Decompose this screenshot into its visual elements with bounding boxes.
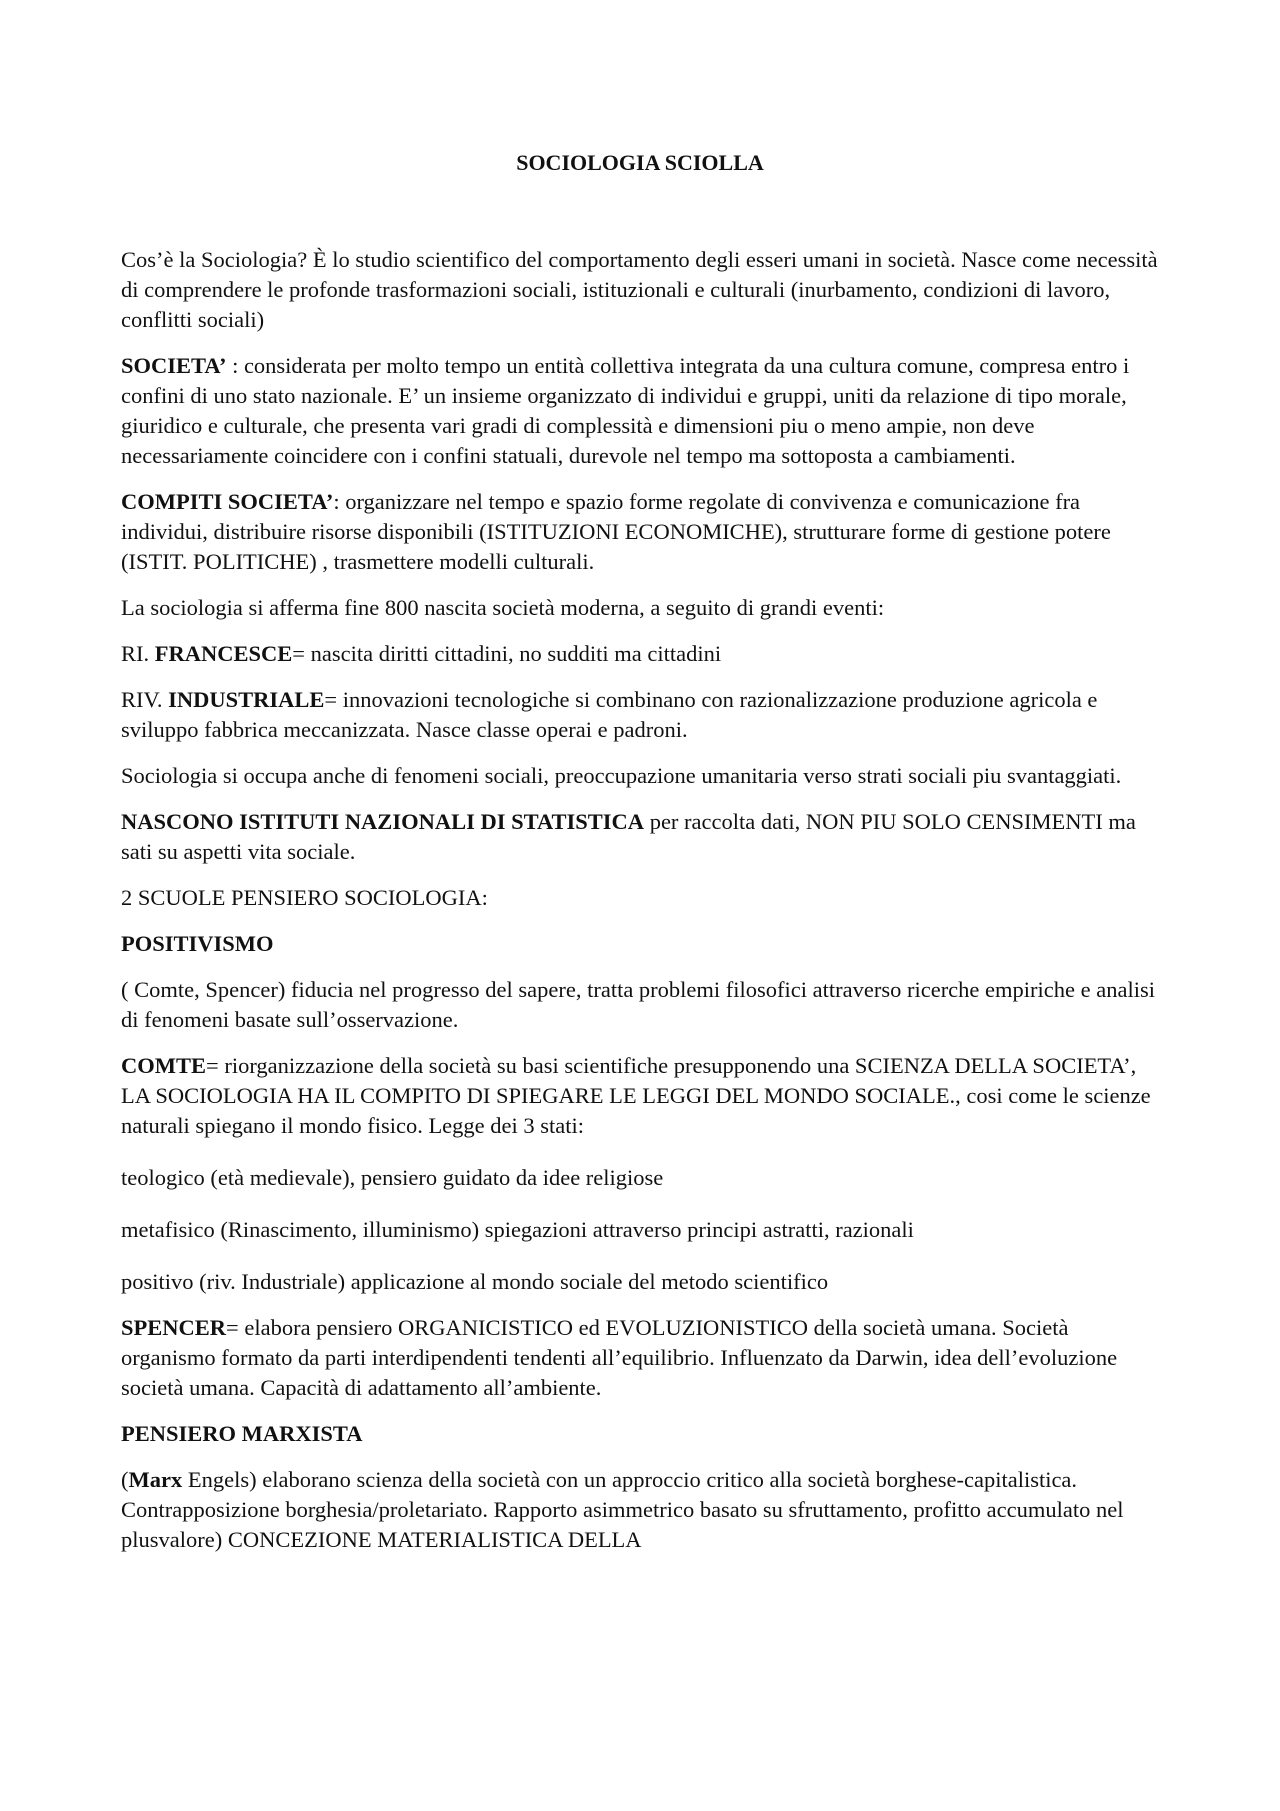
afferma-paragraph: La sociologia si afferma fine 800 nascita società moderna, a seguito di grandi eventi: bbox=[121, 595, 885, 620]
societa-paragraph bbox=[121, 351, 1161, 471]
francese-term: FRANCESCE bbox=[154, 641, 293, 666]
comte-term: COMTE bbox=[121, 1053, 207, 1078]
industriale-paragraph bbox=[121, 685, 1161, 745]
istituti-paragraph bbox=[121, 807, 1161, 867]
compiti-paragraph bbox=[121, 487, 1161, 577]
fenomeni-paragraph: Sociologia si occupa anche di fenomeni sociali, preoccupazione umanitaria verso strati sociali piu svantaggiati. bbox=[121, 763, 1122, 788]
francese-text: = nascita diritti cittadini, no sudditi ma cittadini bbox=[292, 641, 722, 666]
marxista-text: Engels) elaborano scienza della società con un approccio critico alla società borghese-capitalistica. Contrapposizione borghesia/proletariato. Rapporto asimmetrico basato su sfruttamento, profitto accumulato nel plusvalore) CONCEZIONE MATERIALISTICA DELLA bbox=[121, 1467, 1124, 1552]
stato-metafisico: metafisico (Rinascimento, illuminismo) spiegazioni attraverso principi astratti, razionali bbox=[121, 1217, 914, 1242]
industriale-text: = innovazioni tecnologiche si combinano con razionalizzazione produzione agricola e sviluppo fabbrica meccanizzata. Nasce classe operai e padroni. bbox=[121, 687, 1098, 742]
spencer-term: SPENCER bbox=[121, 1315, 227, 1340]
compiti-term: COMPITI SOCIETA’ bbox=[121, 489, 334, 514]
compiti-text: : organizzare nel tempo e spazio forme regolate di convivenza e comunicazione fra individui, distribuire risorse disponibili (ISTITUZIONI ECONOMICHE), strutturare forme di gestione potere (ISTIT. POLITICHE) , trasmettere modelli culturali. bbox=[121, 489, 1111, 574]
marxista-heading bbox=[121, 1419, 1161, 1449]
comte-text: = riorganizzazione della società su basi scientifiche presupponendo una SCIENZA DELLA SOCIETA’, LA SOCIOLOGIA HA IL COMPITO DI SPIEGARE LE LEGGI DEL MONDO SOCIALE., cosi come le scienze naturali spiegano il mondo fisico. Legge dei 3 stati: bbox=[121, 1053, 1151, 1138]
spencer-paragraph bbox=[121, 1313, 1161, 1403]
societa-text: : considerata per molto tempo un entità collettiva integrata da una cultura comune, compresa entro i confini di uno stato nazionale. E’ un insieme organizzato di individui e gruppi, uniti da relazione di tipo morale, giuridico e culturale, che presenta vari gradi di complessità e dimensioni piu o meno ampie, non deve necessariamente coincidere con i confini statuali, durevole nel tempo ma sottoposta a cambiamenti. bbox=[121, 353, 1130, 468]
stato-positivo: positivo (riv. Industriale) applicazione al mondo sociale del metodo scientifico bbox=[121, 1269, 829, 1294]
positivismo-heading bbox=[121, 929, 1161, 959]
intro-paragraph: Cos’è la Sociologia? È lo studio scientifico del comportamento degli esseri umani in società. Nasce come necessità di comprendere le profonde trasformazioni sociali, istituzionali e culturali (inurbamento, condizioni di lavoro, conflitti sociali) bbox=[121, 247, 1158, 332]
industriale-term: INDUSTRIALE bbox=[168, 687, 325, 712]
spencer-text: = elabora pensiero ORGANICISTICO ed EVOLUZIONISTICO della società umana. Società organismo formato da parti interdipendenti tendenti all’equilibrio. Influenzato da Darwin, idea dell’evoluzione società umana. Capacità di adattamento all’ambiente. bbox=[121, 1315, 1118, 1400]
positivismo-heading-text: POSITIVISMO bbox=[121, 931, 274, 956]
scuole-paragraph: 2 SCUOLE PENSIERO SOCIOLOGIA: bbox=[121, 885, 488, 910]
stato-teologico: teologico (età medievale), pensiero guidato da idee religiose bbox=[121, 1165, 664, 1190]
istituti-text: per raccolta dati, NON PIU SOLO CENSIMENTI ma sati su aspetti vita sociale. bbox=[121, 809, 1136, 864]
industriale-prefix: RIV. bbox=[121, 687, 169, 712]
page-title: SOCIOLOGIA SCIOLLA bbox=[516, 150, 764, 175]
positivismo-paragraph: ( Comte, Spencer) fiducia nel progresso del sapere, tratta problemi filosofici attraverso ricerche empiriche e analisi di fenomeni basate sull’osservazione. bbox=[121, 977, 1155, 1032]
marxista-heading-text: PENSIERO MARXISTA bbox=[121, 1421, 363, 1446]
francese-paragraph bbox=[121, 639, 1161, 669]
francese-prefix: RI. bbox=[121, 641, 155, 666]
societa-term: SOCIETA’ bbox=[121, 353, 227, 378]
marxista-term: Marx bbox=[128, 1467, 183, 1492]
istituti-term: NASCONO ISTITUTI NAZIONALI DI STATISTICA bbox=[121, 809, 645, 834]
comte-paragraph bbox=[121, 1051, 1161, 1141]
marxista-open: ( bbox=[121, 1467, 129, 1492]
document-body bbox=[121, 245, 1161, 1571]
marxista-paragraph bbox=[121, 1465, 1161, 1555]
